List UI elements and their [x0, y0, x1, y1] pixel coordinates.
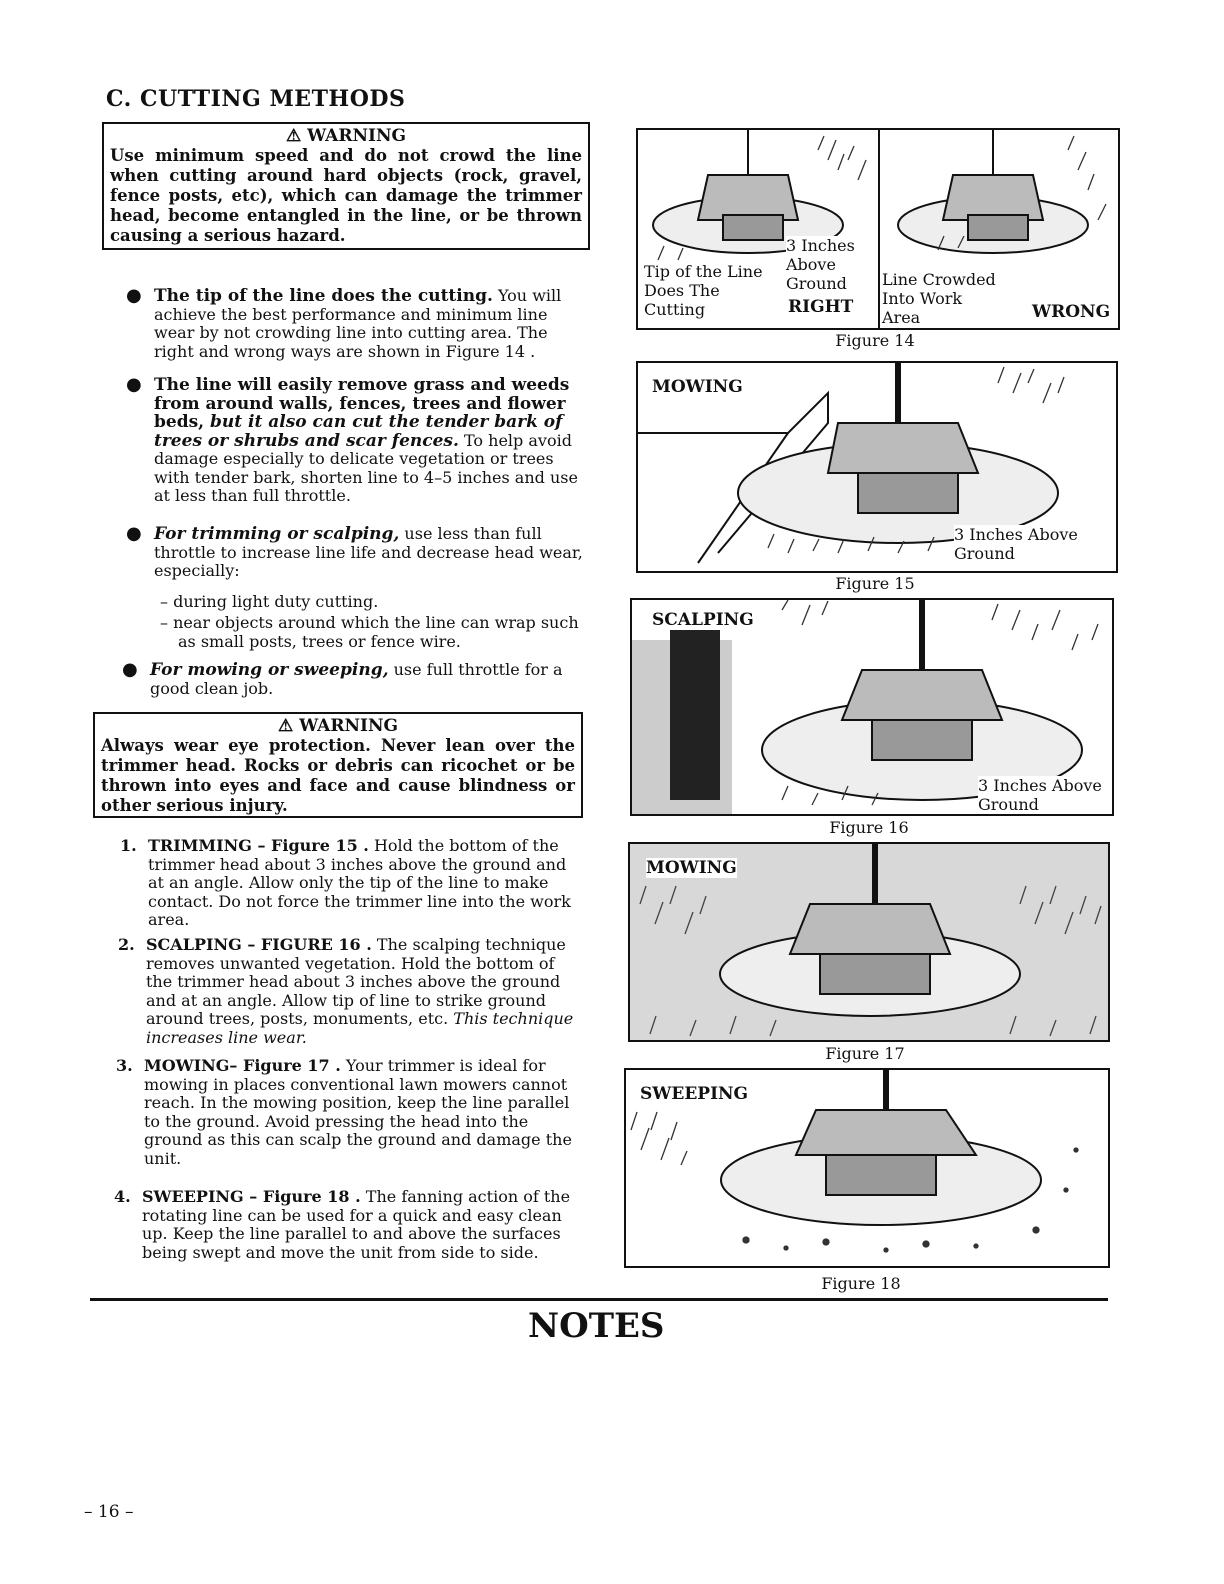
- figure-17-caption: Figure 17: [825, 1044, 905, 1063]
- bullet-dot-icon: ●: [126, 523, 142, 544]
- step-sweeping: 4. SWEEPING – Figure 18 . The fanning action of the rotating line can be used for a quick and easy clean up. Keep the line parallel to and above the surfaces being swept and move the unit from side to side.: [114, 1187, 571, 1262]
- warning-triangle-icon: ⚠: [285, 126, 302, 146]
- fig15-height-label: 3 Inches Above Ground: [954, 525, 1104, 563]
- sub-item-1: – during light duty cutting.: [160, 592, 379, 611]
- figure-18: [624, 1068, 1110, 1268]
- figure-16-caption: Figure 16: [829, 818, 909, 837]
- fig14-height-label: 3 Inches Above Ground: [786, 236, 866, 293]
- step-mowing: 3. MOWING– Figure 17 . Your trimmer is ideal for mowing in places conventional lawn mowers cannot reach. In the mowing position, keep the line parallel to the ground. Avoid pressing the head into the ground as this can scalp the ground and damage the unit.: [116, 1056, 572, 1168]
- bullet-1: ● The tip of the line does the cutting. You will achieve the best performance and minimum line wear by not crowding line into cutting area. The right and wrong ways are shown in Figure 14 .: [126, 285, 562, 361]
- figure-18-caption: Figure 18: [821, 1274, 901, 1293]
- step-scalping: 2. SCALPING – FIGURE 16 . The scalping technique removes unwanted vegetation. Hold the bottom of the trimmer head about 3 inches above the ground and at an angle. Allow tip of line to strike ground around trees, posts, monuments, etc. This technique increases line wear.: [118, 935, 574, 1047]
- warning-triangle-icon: ⚠: [277, 716, 294, 736]
- figure-15-caption: Figure 15: [835, 574, 915, 593]
- page-number: – 16 –: [84, 1502, 134, 1522]
- figure-14: [636, 128, 1120, 330]
- warning-box-1: [102, 122, 590, 250]
- bullet-dot-icon: ●: [126, 374, 142, 395]
- notes-heading: NOTES: [528, 1306, 665, 1346]
- warning-heading-2: ⚠ WARNING: [277, 716, 399, 736]
- bullet-dot-icon: ●: [122, 659, 138, 680]
- fig18-label: SWEEPING: [640, 1084, 749, 1104]
- fig14-crowded-label: Line Crowded Into Work Area: [882, 270, 1002, 327]
- figure-14-caption: Figure 14: [835, 331, 915, 350]
- bullet-2: ● The line will easily remove grass and weeds from around walls, fences, trees and flower beds, but it also can cut the tender bark of trees or shrubs and scar fences. To help avoid damage especially to delicate vegetation or trees with tender bark, shorten line to 4–5 inches and use at less than full throttle.: [126, 374, 578, 505]
- warning-heading-1: ⚠ WARNING: [285, 126, 407, 146]
- fig15-label: MOWING: [652, 377, 743, 397]
- fig14-wrong-tag: WRONG: [1032, 302, 1111, 322]
- fig16-label: SCALPING: [652, 610, 754, 630]
- section-divider: [90, 1298, 1108, 1301]
- warning-body-2: Always wear eye protection. Never lean over the trimmer head. Rocks or debris can ricochet or be thrown into eyes and face and cause blindness or other serious injury.: [101, 736, 575, 815]
- figure-16: [630, 598, 1114, 816]
- warning-body-1: Use minimum speed and do not crowd the line when cutting around hard objects (rock, gravel, fence posts, etc), which can damage the trimmer head, become entangled in the line, or be thrown causing a serious hazard.: [110, 146, 582, 245]
- figure-17: [628, 842, 1110, 1042]
- fig16-height-label: 3 Inches Above Ground: [978, 776, 1112, 814]
- bullet-3: ● For trimming or scalping, use less than full throttle to increase line life and decrease head wear, especially:: [126, 523, 583, 580]
- fig14-left-label: Tip of the Line Does The Cutting: [644, 262, 763, 319]
- fig17-label: MOWING: [646, 858, 737, 878]
- bullet-dot-icon: ●: [126, 285, 142, 306]
- bullet-4: ● For mowing or sweeping, use full throttle for a good clean job.: [122, 659, 563, 698]
- figure-15: [636, 361, 1118, 573]
- sub-item-2: – near objects around which the line can wrap such as small posts, trees or fence wire.: [160, 613, 579, 651]
- fig14-right-tag: RIGHT: [788, 297, 854, 317]
- warning-box-2: [93, 712, 583, 818]
- section-title: C. CUTTING METHODS: [106, 86, 406, 112]
- step-trimming: 1. TRIMMING – Figure 15 . Hold the bottom of the trimmer head about 3 inches above the ground and at an angle. Allow only the tip of the line to make contact. Do not force the trimmer line into the work area.: [120, 836, 571, 929]
